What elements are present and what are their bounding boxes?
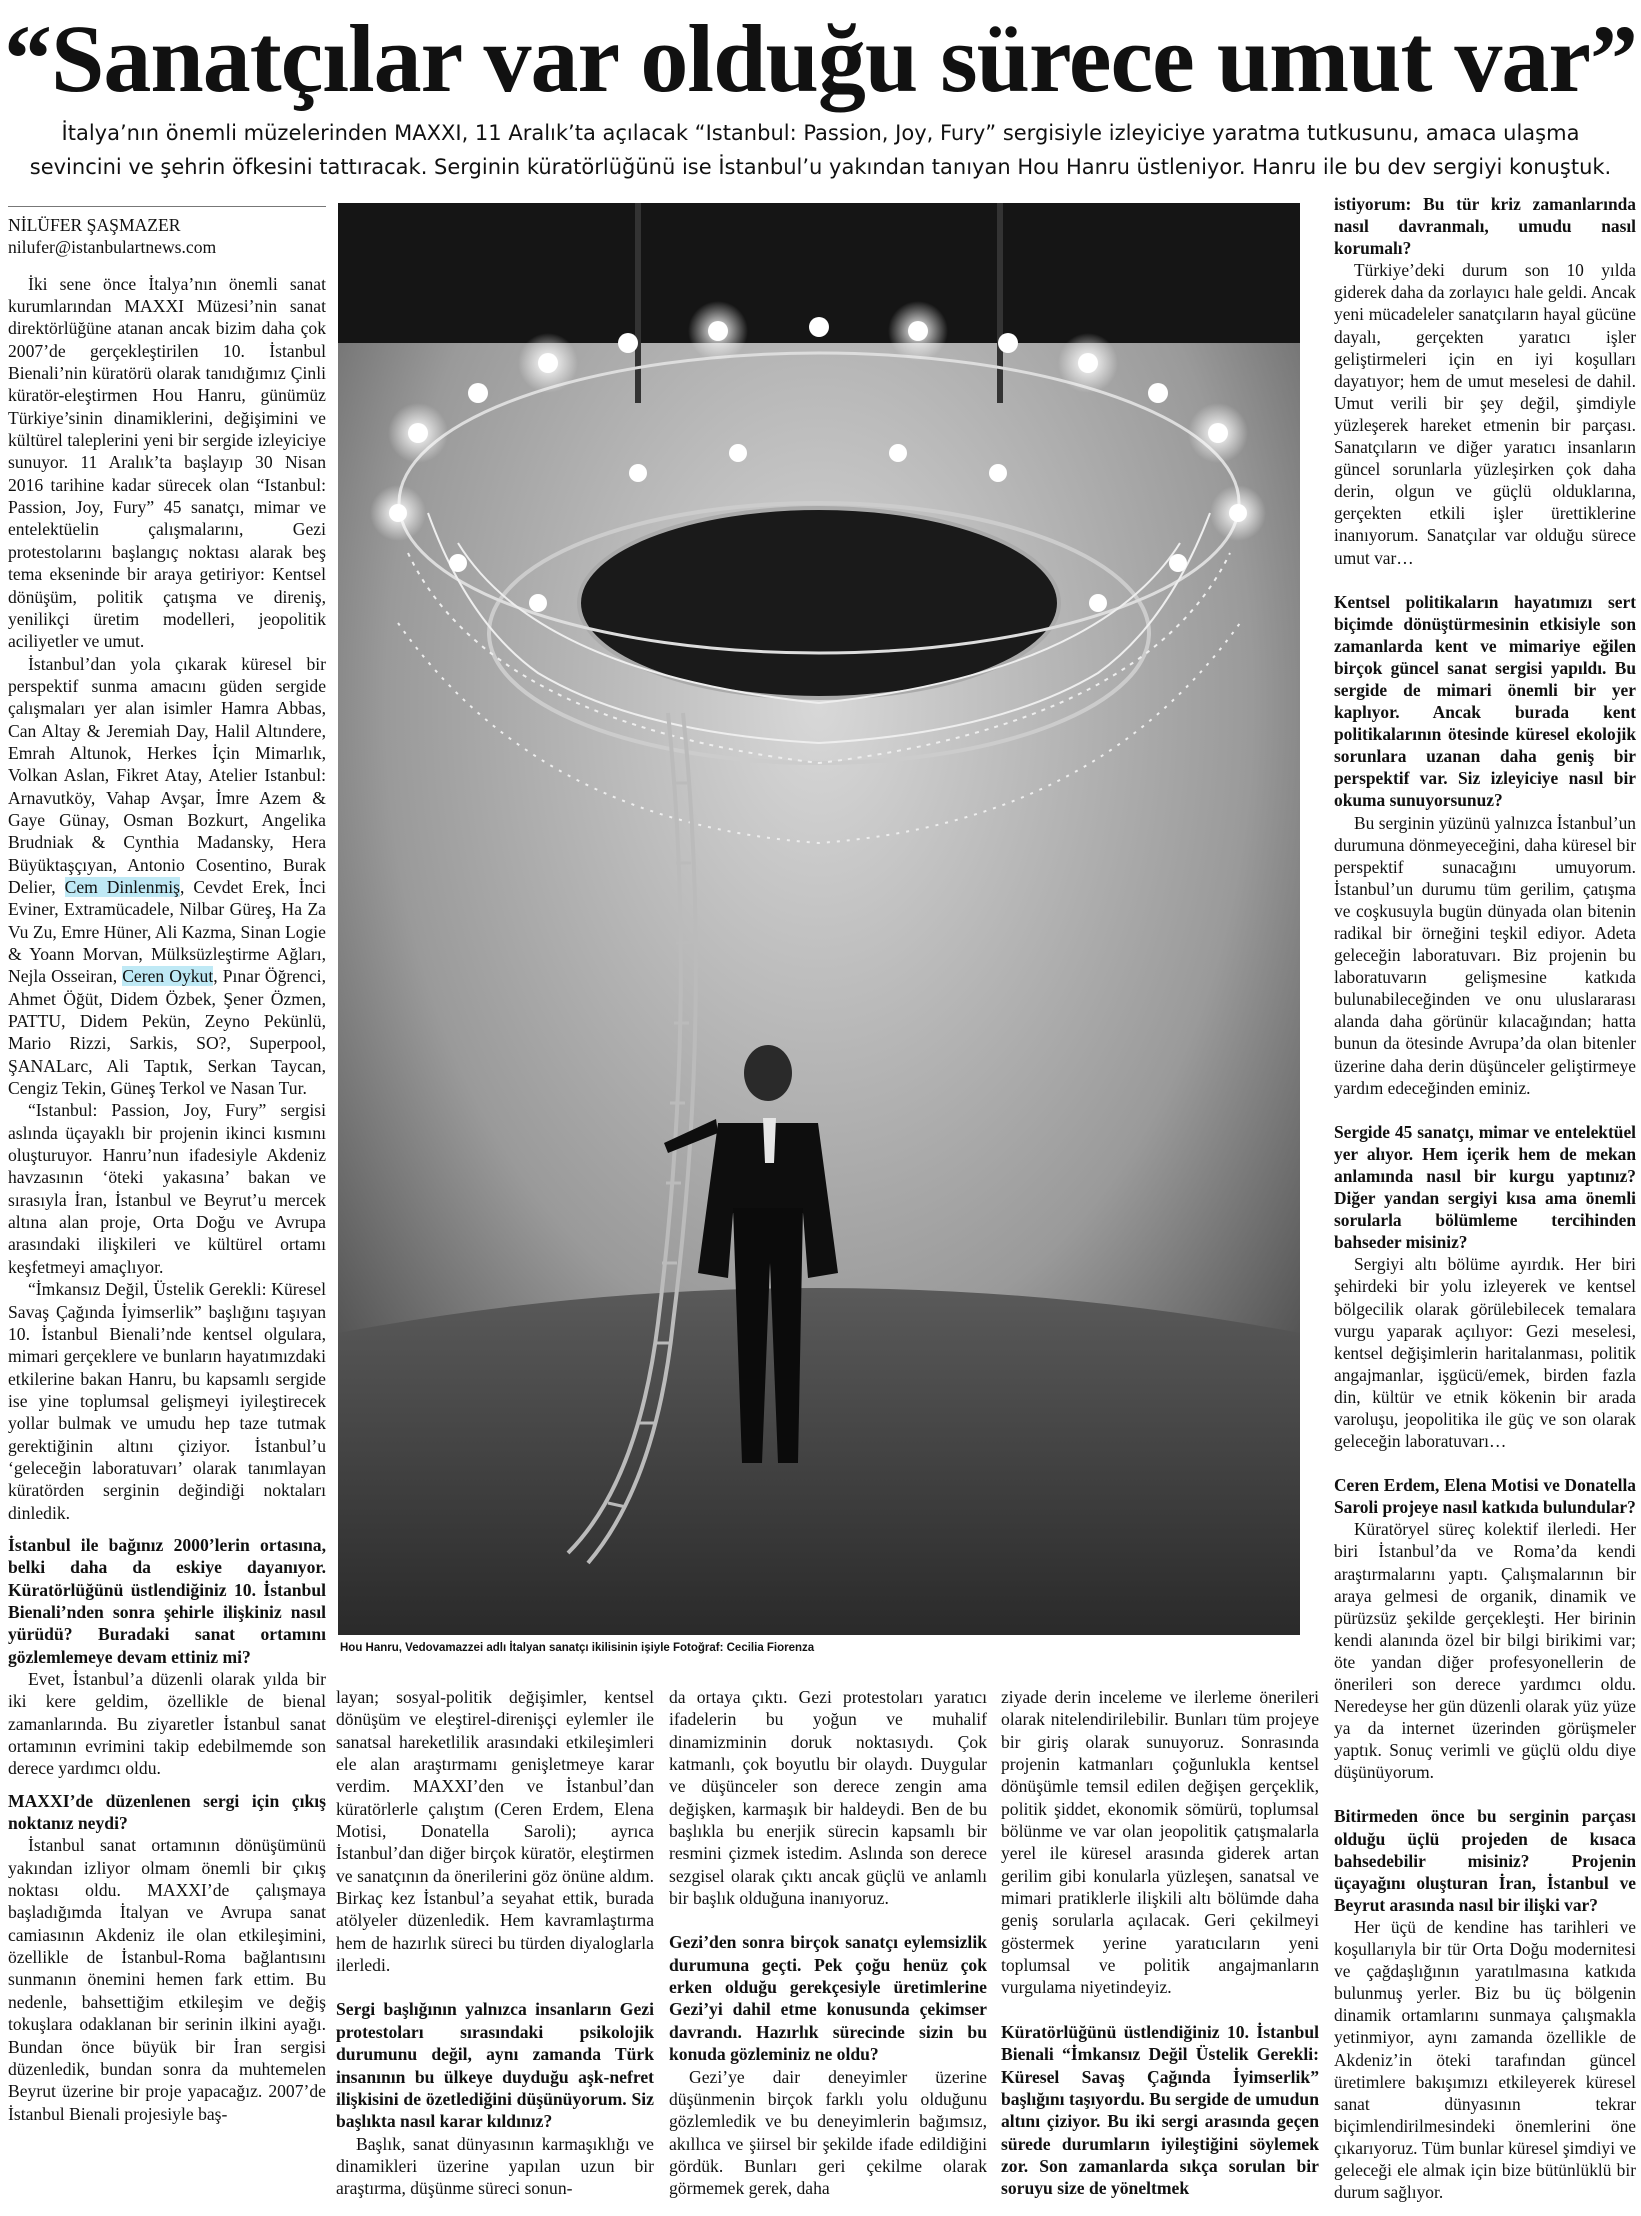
artists-paragraph (8, 653, 326, 1100)
question: Sergide 45 sanatçı, mimar ve entelektüel yer alıyor. Hem içerik hem de mekan anlamında nasıl bir kurgu yaptınız? Diğer yandan sergiyi kısa ama önemli sorularla bölümleme tercihinden bahseder misiniz? (1334, 1121, 1636, 1253)
question: Küratörlüğünü üstlendiğiniz 10. İstanbul Bienali “İmkansız Değil Üstelik Gerekli: Küresel Savaş Çağında İyimserlik” başlığını taşıyordu. Bu sergide de umudun altını çiziyor. Bu iki sergi arasında geçen sürede durumların iyileştiğini söylemek zor. Son zamanlarda sıkça sorulan bir soruyu size de yöneltmek (1001, 2021, 1319, 2199)
question: İstanbul ile bağınız 2000’lerin ortasına, belki daha da eskiye dayanıyor. Küratörlüğünü üstlendiğiniz 10. İstanbul Bienali’nden sonra şehirle ilişkiniz nasıl yürüdü? Buradaki sanat ortamını gözlemlemeye devam ettiniz mi? (8, 1534, 326, 1667)
column-2 (336, 1686, 654, 2200)
artists-text-b: , Cevdet Erek, İnci Eviner, Extramücadele, Nilbar Güreş, Ha Za Vu Zu, Emre Hüner, Ali Kazma, Sinan Logie & Yoann Morvan, Mülksüzleştirme Ağları, Nejla Osseiran, (8, 876, 326, 987)
question: MAXXI’de düzenlenen sergi için çıkış noktanız neydi? (8, 1790, 326, 1834)
highlight-ceren-oykut: Ceren Oykut (122, 966, 214, 987)
column-4 (1001, 1686, 1319, 2200)
column-3 (669, 1686, 987, 2200)
answer-continued: layan; sosyal-politik değişimler, kentsel dönüşüm ve eleştirel-direnişçi eylemler ile sanatsal hareketlilik arasındaki etkileşimleri ele alan araştırmamı genişletmeye karar verdim. MAXXI’den ve İstanbul’dan küratörlerle çalıştım (Ceren Erdem, Elena Motisi, Donatella Saroli); ayrıca İstanbul’dan diğer birçok küratör, eleştirmen ve sanatçının da önerilerini göz önüne aldım. Birkaç kez İstanbul’a seyahat ettik, burada atölyeler düzenledik. Hem kavramlaştırma hem de hazırlık süreci bu türden diyaloglarla ilerledi. (336, 1687, 654, 1976)
answer: Gezi’ye dair deneyimler üzerine düşünmenin birçok farklı yolu olduğunu gözlemledik ve bu deneyimlerin bağımsız, akıllıca ve şiirsel bir şekilde ifade edildiğini gördük. Bunları geri çekilme olarak görmemek gerek, daha (669, 2066, 987, 2199)
byline-author: NİLÜFER ŞAŞMAZER (8, 215, 181, 235)
question: Gezi’den sonra birçok sanatçı eylemsizlik durumuna geçti. Pek çoğu henüz çok erken olduğu gerekçesiyle üretimlerine Gezi’yi dahil etme konusunda çekimser davrandı. Hazırlık sürecinde sizin bu konuda gözleminiz ne oldu? (669, 1932, 987, 2065)
answer: İstanbul sanat ortamının dönüşümünü yakından izliyor olmam önemli bir çıkış noktası oldu. MAXXI’de çalışmaya başladığımda İtalyan ve Avrupa sanat camiasının Akdeniz ile olan etkileşimini, özellikle de İstanbul-Roma bağlantısını sunmanın önemini hemen fark ettim. Bu nedenle, bahsettiğim etkileşim ve değiş tokuşlara odaklanan bir serinin ilkini ayağı. Bundan önce büyük bir İran sergisi düzenledik, bundan sonra da muhtemelen Beyrut üzerine bir proje yapacağız. 2007’de İstanbul Bienali projesiyle baş- (8, 1835, 326, 2124)
answer: Bu serginin yüzünü yalnızca İstanbul’un durumuna dönmeyeceğini, daha küresel bir perspektif sunacağını umuyorum. İstanbul’un durumu tüm gerilim, çatışma ve coşkusuyla bugün dünyada olan bitenin radikal bir örneğini teşkil ediyor. Adeta geleceğin laboratuvarı. Biz projenin bu laboratuvarın gelişmesine katkıda bulunabileceğinden ve onu uluslararası alanda daha görünür kılacağından; hatta bunun da ötesinde Avrupa’da olan bitenler üzerine daha derin düşünceler geliştirmeye yardım edeceğinden eminiz. (1334, 812, 1636, 1098)
highlight-cem-dinlenmis: Cem Dinlenmiş (64, 876, 181, 897)
divider (8, 206, 326, 207)
answer: Evet, İstanbul’a düzenli olarak yılda bir iki kere geldim, özellikle de bienal zamanlarında. Bu ziyaretler İstanbul sanat ortamının evrimini takip edebilmemde son derece yardımcı oldu. (8, 1669, 326, 1779)
intro-paragraph: İki sene önce İtalya’nın önemli sanat kurumlarından MAXXI Müzesi’nin sanat direktörlüğüne atanan ancak bizim daha çok 2007’de gerçekleştirilen 10. İstanbul Bienali’nin küratörü olarak tanıdığımız Çinli küratör-eleştirmen Hou Hanru, günümüz Türkiye’sinin dinamiklerini, değişimini ve kültürel taleplerini yeni bir sergide izleyiciye sunuyor. 11 Aralık’ta başlayıp 30 Nisan 2016 tarihine kadar sürecek olan “Istanbul: Passion, Joy, Fury” 45 sanatçı, mimar ve entelektüelin çalışmalarını, Gezi protestolarını başlangıç noktası alarak beş tema ekseninde bir araya getiriyor: Kentsel dönüşüm, politik çatışma ve direniş, yenilikçi üretim modelleri, jeopolitik aciliyetler ve umut. (8, 273, 326, 652)
answer: Türkiye’deki durum son 10 yılda giderek daha da zorlayıcı hale geldi. Ancak yeni mücadeleler sanatçıların hayal gücüne dayalı, gerçekten yaratıcı işler geliştirmeleri için en iyi koşulları dayatıyor; hem de umut meselesi de dahil. Umut verili bir şey değil, şimdiyle yüzleşerek hareket etmenin bir parçası. Sanatçıların ve diğer yaratıcı insanların güncel sorunlarla yüzleşirken çok daha derin, olgun ve güçlü olduklarına, gerçekten etkili işler ürettiklerine inanıyorum. Sanatçılar var olduğu sürece umut var… (1334, 260, 1636, 568)
photo-caption: Hou Hanru, Vedovamazzei adlı İtalyan sanatçı ikilisinin işiyle Fotoğraf: Cecilia Fiorenza (340, 1642, 815, 1654)
question-continued: istiyorum: Bu tür kriz zamanlarında nasıl davranmalı, umudu nasıl korumalı? (1334, 194, 1636, 259)
chandelier-photo-illustration (338, 203, 1300, 1635)
lead-paragraph: İtalya’nın önemli müzelerinden MAXXI, 11 Aralık’ta açılacak “Istanbul: Passion, Joy, Fury” sergisiyle izleyiciye yaratma tutkusunu, amaca ulaşma sevincini ve şehrin öfkesini tattıracak. Serginin küratörlüğünü ise İstanbul’u yakından tanıyan Hou Hanru üstleniyor. Hanru ile bu dev sergiyi konuştuk. (29, 121, 1612, 179)
answer: Başlık, sanat dünyasının karmaşıklığı ve dinamikleri üzerine yapılan uzun bir araştırma, düşünme süreci sonun- (336, 2133, 654, 2199)
body-paragraph: “İmkansız Değil, Üstelik Gerekli: Küresel Savaş Çağında İyimserlik” başlığını taşıyan 10. İstanbul Bienali’nde kentsel olgulara, mimari gerçeklere ve bunların hayatımızdaki etkilerine bakan Hanru, bu kapsamlı sergide ise yine toplumsal gelişmeyi iyileştirecek yollar bulmak ve umudu hep taze tutmak gerektiğinin altını çiziyor. İstanbul’u ‘geleceğin laboratuvarı’ olarak tanımlayan küratörden serginin değindiği noktaları dinledik. (8, 1279, 326, 1523)
question: Kentsel politikaların hayatımızı sert biçimde dönüştürmesinin etkisiyle son zamanlarda kent ve mimariye eğilen birçok güncel sanat sergisi yapıldı. Bu sergide de mimari önemli bir yer kaplıyor. Ancak burada kent politikalarının ötesinde küresel ekolojik sorunlara uzanan daha geniş bir perspektif var. Siz izleyiciye nasıl bir okuma sunuyorsunuz? (1334, 591, 1636, 811)
answer: Her üçü de kendine has tarihleri ve koşullarıyla bir tür Orta Doğu modernitesi ve çağdaşlığının yaratılmasına katkıda bulunmuş yerler. Biz bu üç bölgenin dinamik ortamlarını sunmaya çalışmakla yetinmiyor, aynı zamanda özellikle de Akdeniz’in öteki tarafından güncel üretimlere bakışımızı etkileyerek küresel sanat dünyasının tekrar biçimlendirilmesindeki önemlerini öne çıkarıyoruz. Tüm bunlar küresel şimdiyi ve geleceği ele almak için bize bütünlüklü bir durum sağlıyor. (1334, 1916, 1636, 2203)
answer: Küratöryel süreç kolektif ilerledi. Her biri İstanbul’da ve Roma’da kendi araştırmalarını yaptı. Çalışmalarının bir araya gelmesi de organik, dinamik ve pürüzsüz şekilde gerçekleşti. Her birinin kendi alanında özel bir bilgi birikimi var; öte yandan diğer profesyonellerin de önerileri son derece yardımcı oldu. Neredeyse her gün düzenli olarak yüz yüze ya da internet üzerinden görüşmeler yaptık. Sonuç verimli ve güçlü oldu diye düşünüyorum. (1334, 1519, 1636, 1783)
artists-text-c: , Pınar Öğrenci, Ahmet Öğüt, Didem Özbek, Şener Özmen, PATTU, Didem Pekün, Zeyno Pekünlü, Mario Rizzi, Sarkis, SO?, Superpool, ŞANALarc, Ali Taptık, Serkan Taycan, Cengiz Tekin, Güneş Terkol ve Nasan Tur. (8, 966, 326, 1099)
headline: “Sanatçılar var olduğu sürece umut var” (3, 5, 1638, 112)
photo (338, 203, 1300, 1635)
question: Sergi başlığının yalnızca insanların Gezi protestoları sırasındaki psikolojik durumunu değil, aynı zamanda Türk insanının bu ülkeye duyduğu aşk-nefret ilişkisini de özetlediğini düşünüyorum. Siz başlıkta nasıl karar kıldınız? (336, 1999, 654, 2132)
answer-continued: da ortaya çıktı. Gezi protestoları yaratıcı ifadelerin bu yoğun ve muhalif dinamizminin doruk noktasıydı. Çok katmanlı, çok boyutlu bir olaydı. Duygular ve düşünceler son derece zengin ama değişken, karmaşık bir haldeydi. Ben de bu başlıkla bu enerjik sürecin kapsamlı bir resmini çizmek istedim. Aslında son derece sezgisel olarak çıktı ancak güçlü ve anlamlı bir başlık olduğuna inanıyoruz. (669, 1687, 987, 1909)
column-5 (1334, 193, 1636, 2203)
question: Ceren Erdem, Elena Motisi ve Donatella Saroli projeye nasıl katkıda bulundular? (1334, 1475, 1636, 1518)
question: Bitirmeden önce bu serginin parçası olduğu üçlü projeden de kısaca bahsedebilir misiniz? Projenin üçayağını oluşturan İran, İstanbul ve Beyrut arasında nasıl bir ilişki var? (1334, 1806, 1636, 1915)
column-1 (8, 214, 326, 2125)
body-paragraph: “Istanbul: Passion, Joy, Fury” sergisi aslında üçayaklı bir projenin ikinci kısmını oluşturuyor. Hanru’nun ifadesiyle Akdeniz havzasının ‘öteki yakasına’ bakan ve sırasıyla İran, İstanbul ve Beyrut’u mercek altına alan proje, Orta Doğu ve Avrupa arasındaki ilişkileri ve kültürel ortamı keşfetmeyi amaçlıyor. (8, 1100, 326, 1277)
answer-continued: ziyade derin inceleme ve ilerleme önerileri olarak nitelendirilebilir. Bunları tüm projeye bir giriş olarak sunuyoruz. Sonrasında projenin katmanları çoğunlukla kentsel dönüşümle temsil edilen değişen gerçeklik, politik şiddet, ekonomik sömürü, toplumsal bölünme ve var olan jeopolitik çatışmalarla yerel ile küresel arasında giderek artan gerilim gibi konularla yüzleşen, sanatsal ve mimari pratiklerle ilişkili altı bölümde daha geniş sorularla açılacak. Geri çekilmeyi göstermek yerine yaratıcıların yeni toplumsal ve politik angajmanların vurgulama niyetindeyiz. (1001, 1687, 1319, 1998)
answer: Sergiyi altı bölüme ayırdık. Her biri şehirdeki bir yolu izleyerek ve kentsel bölgecilik olarak görülebilecek temalara vurgu yaparak açılıyor: Gezi meselesi, kentsel değişimlerin haritalanması, politik angajmanlar, işgücü/emek, birden fazla din, kültür ve etnik kökenin bir arada varoluşu, jeopolitika ile güç ve son olarak geleceğin laboratuvarı… (1334, 1254, 1636, 1452)
byline-email[interactable]: nilufer@istanbulartnews.com (8, 237, 217, 258)
artists-text-a: İstanbul’dan yola çıkarak küresel bir perspektif sunma amacını güden sergide çalışmaları yer alan isimler Hamra Abbas, Can Altay & Jeremiah Day, Halil Altındere, Emrah Altunok, Herkes İçin Mimarlık, Volkan Aslan, Fikret Atay, Atelier Istanbul: Arnavutköy, Vahap Avşar, İmre Azem & Gaye Günay, Osman Bozkurt, Angelika Brudniak & Cynthia Madansky, Hera Büyüktaşçıyan, Antonio Cosentino, Burak Delier, (8, 653, 326, 897)
